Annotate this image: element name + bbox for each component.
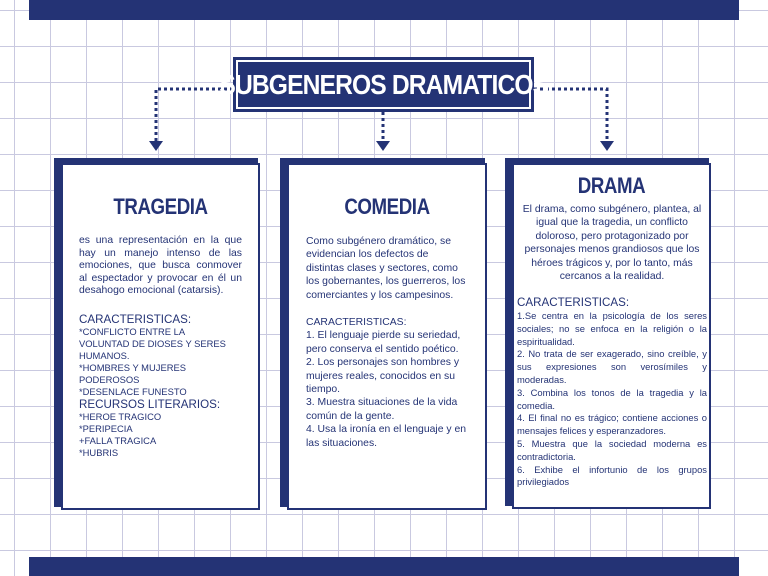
comedia-details bbox=[306, 235, 467, 450]
comedia-card-body bbox=[287, 163, 487, 510]
comedia-caracteristica: 4. Usa la ironía en el lenguaje y en las situaciones. bbox=[306, 424, 467, 449]
tragedia-recurso: *HEROE TRAGICO bbox=[79, 411, 162, 422]
drama-details bbox=[517, 296, 707, 489]
tragedia-details bbox=[79, 313, 234, 459]
tragedia-recurso: *HUBRIS bbox=[79, 447, 119, 458]
comedia-heading: COMEDIA bbox=[344, 194, 430, 219]
arrowhead-left bbox=[149, 141, 163, 151]
tragedia-caracteristicas-label: CARACTERISTICAS: bbox=[79, 313, 192, 326]
comedia-caracteristica: 1. El lenguaje pierde su seriedad, pero conserva el sentido poético. bbox=[306, 330, 461, 355]
comedia-intro: Como subgénero dramático, se evidencian los defectos de distintas clases y sectores, como los gobernantes, los guerreros, los comerciantes y los campesinos. bbox=[306, 236, 466, 301]
tragedia-recurso: +FALLA TRAGICA bbox=[79, 435, 157, 446]
comedia-caracteristicas-label: CARACTERISTICAS: bbox=[306, 317, 407, 329]
tragedia-recurso: *PERIPECIA bbox=[79, 423, 133, 434]
tragedia-caracteristica: *HOMBRES Y MUJERES PODEROSOS bbox=[79, 362, 186, 385]
arrowhead-right bbox=[600, 141, 614, 151]
tragedia-card-body bbox=[61, 163, 260, 510]
arrowhead-center bbox=[376, 141, 390, 151]
tragedia-heading: TRAGEDIA bbox=[113, 194, 208, 219]
drama-caracteristica: 6. Exhibe el infortunio de los grupos privilegiados bbox=[517, 463, 707, 488]
tragedia-caracteristica: *CONFLICTO ENTRE LA VOLUNTAD DE DIOSES Y SERES HUMANOS. bbox=[79, 326, 226, 361]
drama-caracteristicas-label: CARACTERISTICAS: bbox=[517, 296, 630, 309]
tragedia-intro: es una representación en la que hay un manejo intenso de las emociones, que busca conmover al espectador y provocar en él un desahogo emocional (catarsis). bbox=[79, 235, 242, 297]
drama-card-body bbox=[512, 163, 711, 509]
drama-intro: El drama, como subgénero, plantea, al igual que la tragedia, un conflicto doloroso, pero protagonizado por personajes menos grandiosos que los héroes trágicos y, por lo tanto, más cercanos a la realidad. bbox=[522, 204, 702, 283]
comedia-card bbox=[280, 158, 485, 507]
tragedia-card bbox=[54, 158, 258, 507]
drama-card bbox=[505, 158, 709, 506]
page-title: SUBGENEROS DRAMATICOS bbox=[219, 68, 548, 100]
drama-caracteristica: 1.Se centra en la psicología de los seres sociales; no se enfoca en la religión o la espiritualidad. bbox=[517, 310, 707, 347]
tragedia-caracteristica: *DESENLACE FUNESTO bbox=[79, 386, 187, 397]
comedia-caracteristica: 3. Muestra situaciones de la vida común de la gente. bbox=[306, 397, 458, 422]
drama-heading: DRAMA bbox=[577, 173, 646, 198]
comedia-caracteristica: 2. Los personajes son hombres y mujeres reales, conocidos en su tiempo. bbox=[306, 357, 460, 396]
drama-caracteristica: 2. No trata de ser exagerado, sino creíble, y sus expresiones son verosímiles y moderadas. bbox=[517, 348, 707, 385]
drama-caracteristica: 3. Combina los tonos de la tragedia y la comedia. bbox=[517, 386, 707, 411]
drama-caracteristica: 4. El final no es trágico; contiene acciones o mensajes felices y esperanzadores. bbox=[517, 412, 707, 437]
title-box bbox=[219, 57, 548, 112]
tragedia-recursos-label: RECURSOS LITERARIOS: bbox=[79, 398, 221, 411]
drama-caracteristica: 5. Muestra que la sociedad moderna es contradictoria. bbox=[517, 437, 707, 462]
